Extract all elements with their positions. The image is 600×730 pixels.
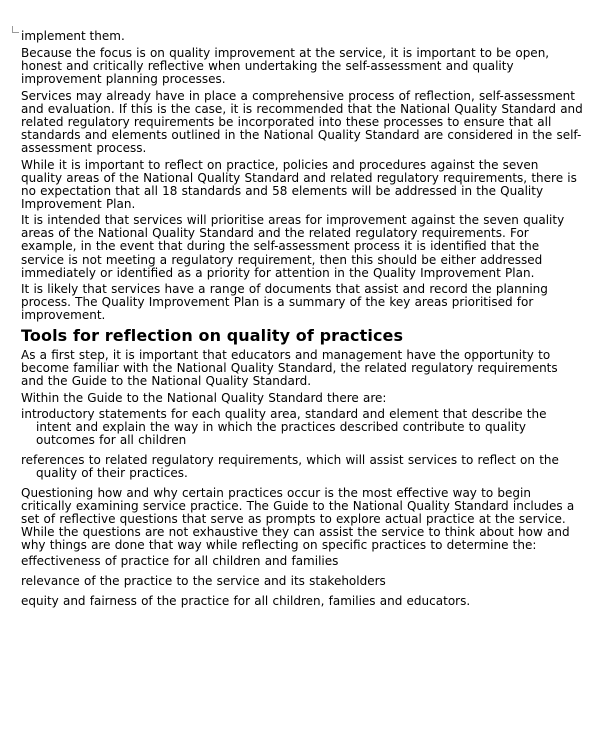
list-item-equity: equity and fairness of the practice for all children, families and educators. bbox=[21, 594, 471, 609]
text-boundary-mark bbox=[12, 26, 19, 33]
paragraph-questioning: Questioning how and why certain practices occur is the most effective way to begin critically examining service practice. The Guide to the National Quality Standard includes a set of reflective questions that serve as prompts to explore actual practice at the service. While the questions are not exhaustive they can assist the service to think about how and why things are done that way while reflecting on specific practices to determine the: bbox=[21, 485, 575, 552]
paragraph-guide-intro: Within the Guide to the National Quality Standard there are: bbox=[21, 390, 387, 405]
paragraph-prioritise-areas: It is intended that services will prioritise areas for improvement against the seven quality areas of the National Quality Standard and the related regulatory requirements. For example, in the event that during the self-assessment process it is identified that the service is not meeting a regulatory requirement, then this should be either addressed immediately or identified as a priority for attention in the Quality Improvement Plan. bbox=[21, 213, 565, 280]
section-heading: Tools for reflection on quality of practices bbox=[21, 325, 404, 345]
list-item-effectiveness: effectiveness of practice for all children and families bbox=[21, 554, 339, 569]
paragraph-focus-on-quality: Because the focus is on quality improvement at the service, it is important to be open, honest and critically reflective when undertaking the self-assessment and quality improvement planning processes. bbox=[21, 46, 550, 87]
document-body bbox=[21, 30, 583, 615]
list-item-regulatory-references: references to related regulatory requirements, which will assist services to reflect on the quality of their practices. bbox=[21, 452, 559, 481]
continuation-line: implement them. bbox=[21, 29, 125, 43]
paragraph-existing-processes: Services may already have in place a comprehensive process of reflection, self-assessment and evaluation. If this is the case, it is recommended that the National Quality Standard and related regulatory requirements be incorporated into these processes to ensure that all standards and elements outlined in the National Quality Standard are considered in the self-assessment process. bbox=[21, 88, 583, 156]
list-item-introductory-statements: introductory statements for each quality area, standard and element that describe the intent and explain the way in which the practices described contribute to quality outcomes for all children bbox=[21, 406, 547, 448]
paragraph-first-step: As a first step, it is important that educators and management have the opportunity to become familiar with the National Quality Standard, the related regulatory requirements and the Guide to the National Quality Standard. bbox=[21, 347, 558, 389]
paragraph-no-expectation: While it is important to reflect on practice, policies and procedures against the seven quality areas of the National Quality Standard and related regulatory requirements, there is no expectation that all 18 standards and 58 elements will be addressed in the Quality Improvement Plan. bbox=[21, 157, 577, 211]
paragraph-planning-documents: It is likely that services have a range of documents that assist and record the planning process. The Quality Improvement Plan is a summary of the key areas prioritised for improvement. bbox=[21, 282, 548, 323]
list-item-relevance: relevance of the practice to the service and its stakeholders bbox=[21, 574, 386, 589]
